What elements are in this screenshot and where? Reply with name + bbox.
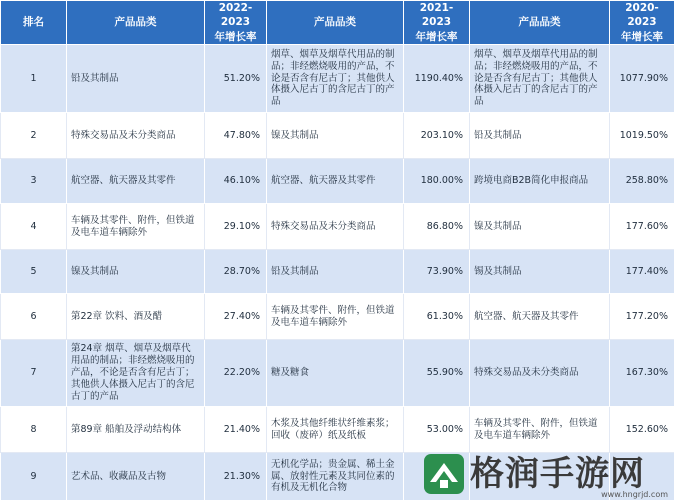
growth-cell: 177.40% [610, 250, 674, 294]
growth-cell: 203.10% [404, 113, 470, 159]
growth-cell: 177.20% [610, 294, 674, 340]
rank-cell: 2 [1, 113, 67, 159]
table-row [1, 407, 674, 453]
category-cell: 车辆及其零件、附件，但铁道及电车道车辆除外 [267, 294, 404, 340]
category-cell: 航空器、航天器及其零件 [470, 294, 610, 340]
header-row [1, 1, 674, 45]
growth-cell: 51.20% [205, 45, 267, 113]
category-cell: 烟草、烟草及烟草代用品的制品；非经燃烧吸用的产品，不论是否含有尼古丁；其他供人体摄入尼古丁的含尼古丁的产品 [267, 45, 404, 113]
category-cell: 木浆及其他纤维状纤维素浆；回收（废碎）纸及纸板 [267, 407, 404, 453]
category-cell: 镍及其制品 [267, 113, 404, 159]
growth-cell: 86.80% [404, 204, 470, 250]
table-row [1, 45, 674, 113]
category-cell: 特殊交易品及未分类商品 [470, 340, 610, 407]
category-cell: 第22章 饮料、酒及醋 [67, 294, 205, 340]
growth-cell: 28.70% [205, 250, 267, 294]
growth-cell: 47.80% [205, 113, 267, 159]
category-cell: 烟草、烟草及烟草代用品的制品；非经燃烧吸用的产品，不论是否含有尼古丁；其他供人体摄入尼古丁的含尼古丁的产品 [470, 45, 610, 113]
table-row [1, 159, 674, 204]
growth-cell: 152.60% [610, 407, 674, 453]
growth-cell: 1077.90% [610, 45, 674, 113]
header-growth-2020-2023: 2020-2023 年增长率 [610, 1, 674, 45]
category-cell: 艺术品、收藏品及古物 [67, 453, 205, 501]
header-rank: 排名 [1, 1, 67, 45]
table-row [1, 340, 674, 407]
rank-cell: 7 [1, 340, 67, 407]
category-cell: 第89章 船舶及浮动结构体 [67, 407, 205, 453]
header-category-2: 产品品类 [267, 1, 404, 45]
category-cell: 铅及其制品 [267, 250, 404, 294]
growth-cell: 180.00% [404, 159, 470, 204]
header-category-3: 产品品类 [470, 1, 610, 45]
growth-cell: 61.30% [404, 294, 470, 340]
header-category-1: 产品品类 [67, 1, 205, 45]
table-row [1, 250, 674, 294]
site-watermark [418, 448, 674, 500]
category-cell: 车辆及其零件、附件，但铁道及电车道车辆除外 [67, 204, 205, 250]
growth-cell: 46.10% [205, 159, 267, 204]
category-cell: 航空器、航天器及其零件 [267, 159, 404, 204]
site-logo-icon [424, 454, 464, 494]
category-cell: 镍及其制品 [470, 204, 610, 250]
category-cell: 糖及糖食 [267, 340, 404, 407]
growth-cell: 22.20% [205, 340, 267, 407]
header-growth-2022-2023: 2022-2023 年增长率 [205, 1, 267, 45]
growth-cell: 73.90% [404, 250, 470, 294]
growth-cell: 1190.40% [404, 45, 470, 113]
table-row [1, 294, 674, 340]
rank-cell: 6 [1, 294, 67, 340]
header-growth-2021-2023: 2021-2023 年增长率 [404, 1, 470, 45]
rank-cell: 1 [1, 45, 67, 113]
category-cell: 铅及其制品 [67, 45, 205, 113]
table-row [1, 204, 674, 250]
growth-cell: 53.00% [404, 407, 470, 453]
rank-cell: 4 [1, 204, 67, 250]
category-cell: 无机化学品；贵金属、稀土金属、放射性元素及其同位素的有机及无机化合物 [267, 453, 404, 501]
watermark-text: 格润手游网 [470, 457, 645, 491]
growth-cell: 177.60% [610, 204, 674, 250]
category-cell: 航空器、航天器及其零件 [67, 159, 205, 204]
growth-cell: 55.90% [404, 340, 470, 407]
category-cell: 车辆及其零件、附件，但铁道及电车道车辆除外 [470, 407, 610, 453]
category-cell: 跨境电商B2B简化申报商品 [470, 159, 610, 204]
category-cell: 锡及其制品 [470, 250, 610, 294]
rank-cell: 5 [1, 250, 67, 294]
growth-cell: 258.80% [610, 159, 674, 204]
category-cell: 铅及其制品 [470, 113, 610, 159]
growth-cell: 29.10% [205, 204, 267, 250]
growth-cell: 167.30% [610, 340, 674, 407]
category-cell: 第24章 烟草、烟草及烟草代用品的制品；非经燃烧吸用的产品，不论是否含有尼古丁；其他供人体摄入尼古丁的含尼古丁的产品 [67, 340, 205, 407]
rank-cell: 9 [1, 453, 67, 501]
category-cell: 镍及其制品 [67, 250, 205, 294]
rank-cell: 3 [1, 159, 67, 204]
rank-cell: 8 [1, 407, 67, 453]
category-cell: 特殊交易品及未分类商品 [67, 113, 205, 159]
growth-cell: 21.40% [205, 407, 267, 453]
growth-cell: 21.30% [205, 453, 267, 501]
watermark-url: www.hngrjd.com [601, 490, 668, 499]
growth-cell: 27.40% [205, 294, 267, 340]
table-row [1, 113, 674, 159]
category-cell: 特殊交易品及未分类商品 [267, 204, 404, 250]
growth-cell: 1019.50% [610, 113, 674, 159]
